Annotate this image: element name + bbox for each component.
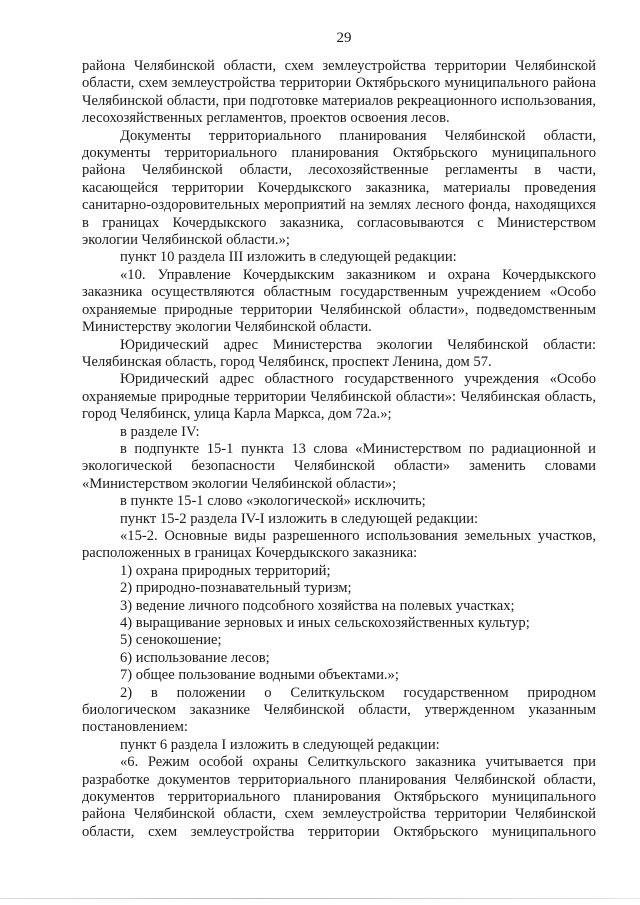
paragraph: 7) общее пользование водными объектами.»; <box>120 667 399 684</box>
paragraph: в разделе IV: <box>120 423 200 440</box>
paragraph: 1) охрана природных территорий; <box>120 562 331 579</box>
paragraph: в пункте 15-1 слово «экологической» исключить; <box>120 493 426 510</box>
paragraph: 4) выращивание зерновых и иных сельскохозяйственных культур; <box>120 615 530 631</box>
paragraph: Юридический адрес областного государственного учреждения «Особо охраняемые природные территории Челябинской области»: Челябинская область, город Челябинск, улица Карла Маркса, дом 72а.»; <box>82 371 596 423</box>
document-body <box>82 58 596 841</box>
paragraph: 5) сенокошение; <box>120 632 222 649</box>
paragraph: «6. Режим особой охраны Селиткульского заказника учитывается при разработке документов территориального планирования Челябинской области, документов территориального планирования Октябрьского муниципального района Челябинской области, схем землеустройства территории Челябинской области, схем землеустройства территории Октябрьского муниципального <box>82 754 596 840</box>
paragraph: 6) использование лесов; <box>120 649 270 666</box>
page-number: 29 <box>336 30 352 46</box>
paragraph: 2) в положении о Селиткульском государственном природном биологическом заказнике Челябинской области, утвержденном указанным постановлением: <box>82 684 596 736</box>
paragraph: пункт 15-2 раздела IV-I изложить в следующей редакции: <box>120 510 479 527</box>
paragraph: «15-2. Основные виды разрешенного использования земельных участков, расположенных в границах Кочердыкского заказника: <box>82 527 596 562</box>
paragraph: в подпункте 15-1 пункта 13 слова «Министерством по радиационной и экологической безопасности Челябинской области» заменить словами «Министерством экологии Челябинской области»; <box>82 440 596 492</box>
paragraph: Юридический адрес Министерства экологии Челябинской области: Челябинская область, город Челябинск, проспект Ленина, дом 57. <box>82 336 596 370</box>
paragraph: пункт 10 раздела III изложить в следующей редакции: <box>120 249 457 266</box>
paragraph: пункт 6 раздела I изложить в следующей редакции: <box>120 736 440 753</box>
paragraph: 2) природно-познавательный туризм; <box>120 580 352 597</box>
paragraph: 3) ведение личного подсобного хозяйства на полевых участках; <box>120 597 515 614</box>
page-bottom-edge <box>0 898 640 899</box>
paragraph: Документы территориального планирования Челябинской области, документы территориального планирования Октябрьского муниципального района Челябинской области, лесохозяйственные регламенты в части, касающейся территории Кочердыкского заказника, материалы проведения санитарно-оздоровительных мероприятий на землях лесного фонда, находящихся в границах Кочердыкского заказника, согласовываются с Министерством экологии Челябинской области.»; <box>82 127 596 249</box>
paragraph: района Челябинской области, схем землеустройства территории Челябинской области, схем землеустройства территории Октябрьского муниципального района Челябинской области, при подготовке материалов рекреационного использования, лесохозяйственных регламентов, проектов освоения лесов. <box>82 58 596 127</box>
paragraph: «10. Управление Кочердыкским заказником и охрана Кочердыкского заказника осуществляются областным государственным учреждением «Особо охраняемые природные территории Челябинской области», подведомственным Министерству экологии Челябинской области. <box>82 266 596 336</box>
